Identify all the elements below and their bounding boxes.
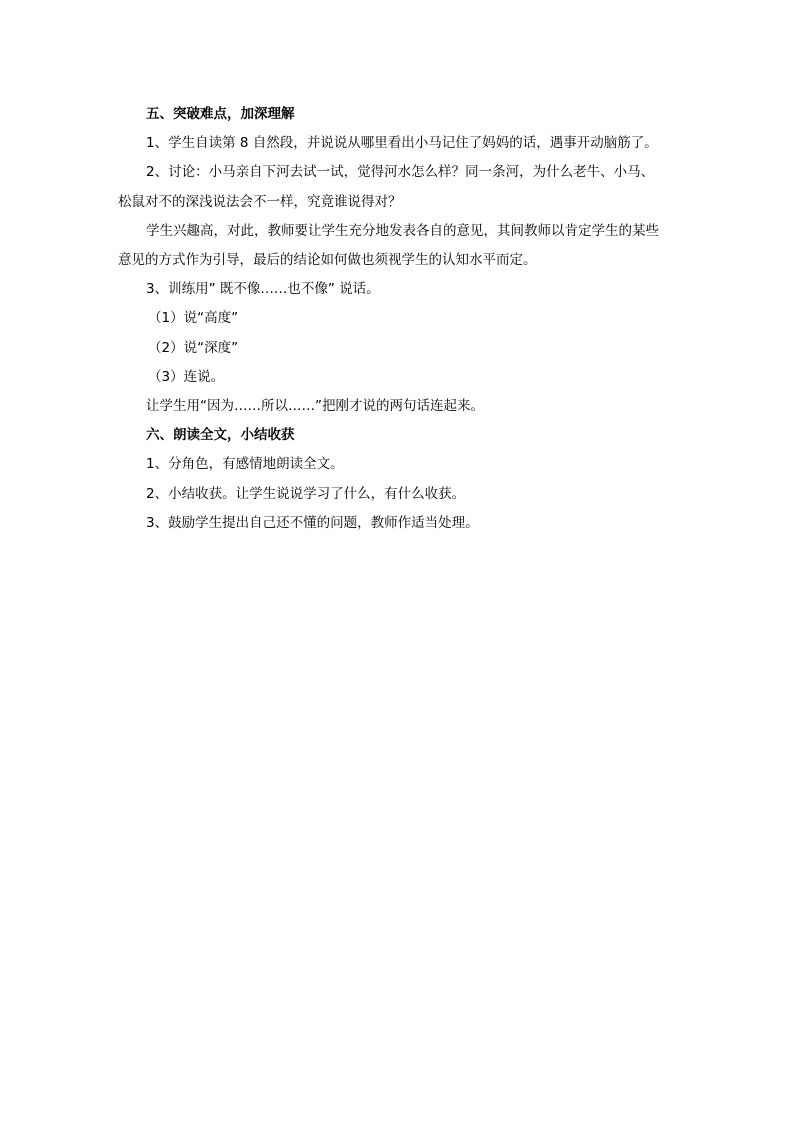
- section-5-sub-item-3: （3）连说。: [148, 368, 225, 385]
- section-5-paragraph-continued: 意见的方式作为引导，最后的结论如何做也须视学生的认知水平而定。: [118, 252, 537, 269]
- section-5-sub-item-1: （1）说“高度”: [148, 310, 239, 327]
- section-5-sub-item-2: （2）说“深度”: [148, 339, 239, 356]
- section-5-item-2-continued: 松鼠对不的深浅说法会不一样，究竟谁说得对？: [118, 193, 402, 210]
- section-5-heading: 五、突破难点，加深理解: [146, 106, 295, 122]
- section-6-heading: 六、朗读全文，小结收获: [146, 427, 295, 444]
- section-5-item-2: 2、讨论：小马亲自下河去试一试，觉得河水怎么样？同一条河，为什么老牛、小马、: [146, 164, 655, 181]
- section-5-item-3: 3、训练用” 既不像……也不像” 说话。: [146, 281, 380, 298]
- section-6-item-3: 3、鼓励学生提出自己还不懂的问题，教师作适当处理。: [146, 514, 479, 531]
- section-6-item-2: 2、小结收获。让学生说说学习了什么，有什么收获。: [146, 485, 466, 502]
- section-5-connect-instruction: 让学生用“因为……所以……”把刚才说的两句话连起来。: [146, 398, 484, 415]
- section-6-item-1: 1、分角色，有感情地朗读全文。: [146, 456, 344, 473]
- section-5-paragraph: 学生兴趣高，对此，教师要让学生充分地发表各自的意见，其间教师以肯定学生的某些: [146, 222, 659, 239]
- section-5-item-1: 1、学生自读第 8 自然段，并说说从哪里看出小马记住了妈妈的话，遇事开动脑筋了。: [146, 135, 658, 152]
- document-body: [118, 100, 683, 538]
